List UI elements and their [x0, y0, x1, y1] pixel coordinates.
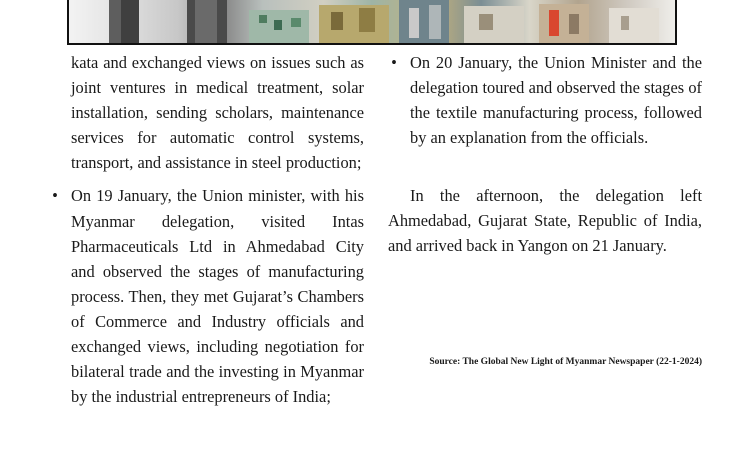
- afternoon-paragraph: In the afternoon, the delegation left Ahmedabad, Gujarat State, Republic of India, and arrived back in Yangon on 21 January.: [388, 186, 702, 256]
- bullet-icon: •: [391, 53, 397, 72]
- left-bullet-text: On 19 January, the Union minister, with his Myanmar delegation, visited Intas Pharmaceuticals Ltd in Ahmedabad City and observed the stages of manufacturing process. Then, they met Gujarat’s Chambers of Commerce and Industry officials and exchanged views, including negotiation for bilateral trade and the investing in Myanmar by the industrial entrepreneurs of India;: [71, 186, 364, 407]
- left-bullet-item: [52, 183, 364, 409]
- bullet-icon: •: [52, 186, 58, 206]
- left-column: [52, 50, 364, 409]
- right-column: [391, 50, 702, 150]
- source-citation: Source: The Global New Light of Myanmar Newspaper (22-1-2024): [429, 357, 702, 367]
- afternoon-paragraph-block: [388, 183, 702, 258]
- right-bullet-item: [391, 50, 702, 150]
- factory-photo: [67, 0, 677, 45]
- right-bullet-text: On 20 January, the Union Minister and the delegation toured and observed the stages of the textile manufacturing process, followed by an explanation from the officials.: [410, 53, 702, 148]
- factory-photo-detail: [69, 0, 677, 45]
- left-continuation-paragraph: kata and exchanged views on issues such as joint ventures in medical treatment, solar installation, sending scholars, maintenance services for automatic control systems, transport, and assistance in steel production;: [71, 53, 364, 173]
